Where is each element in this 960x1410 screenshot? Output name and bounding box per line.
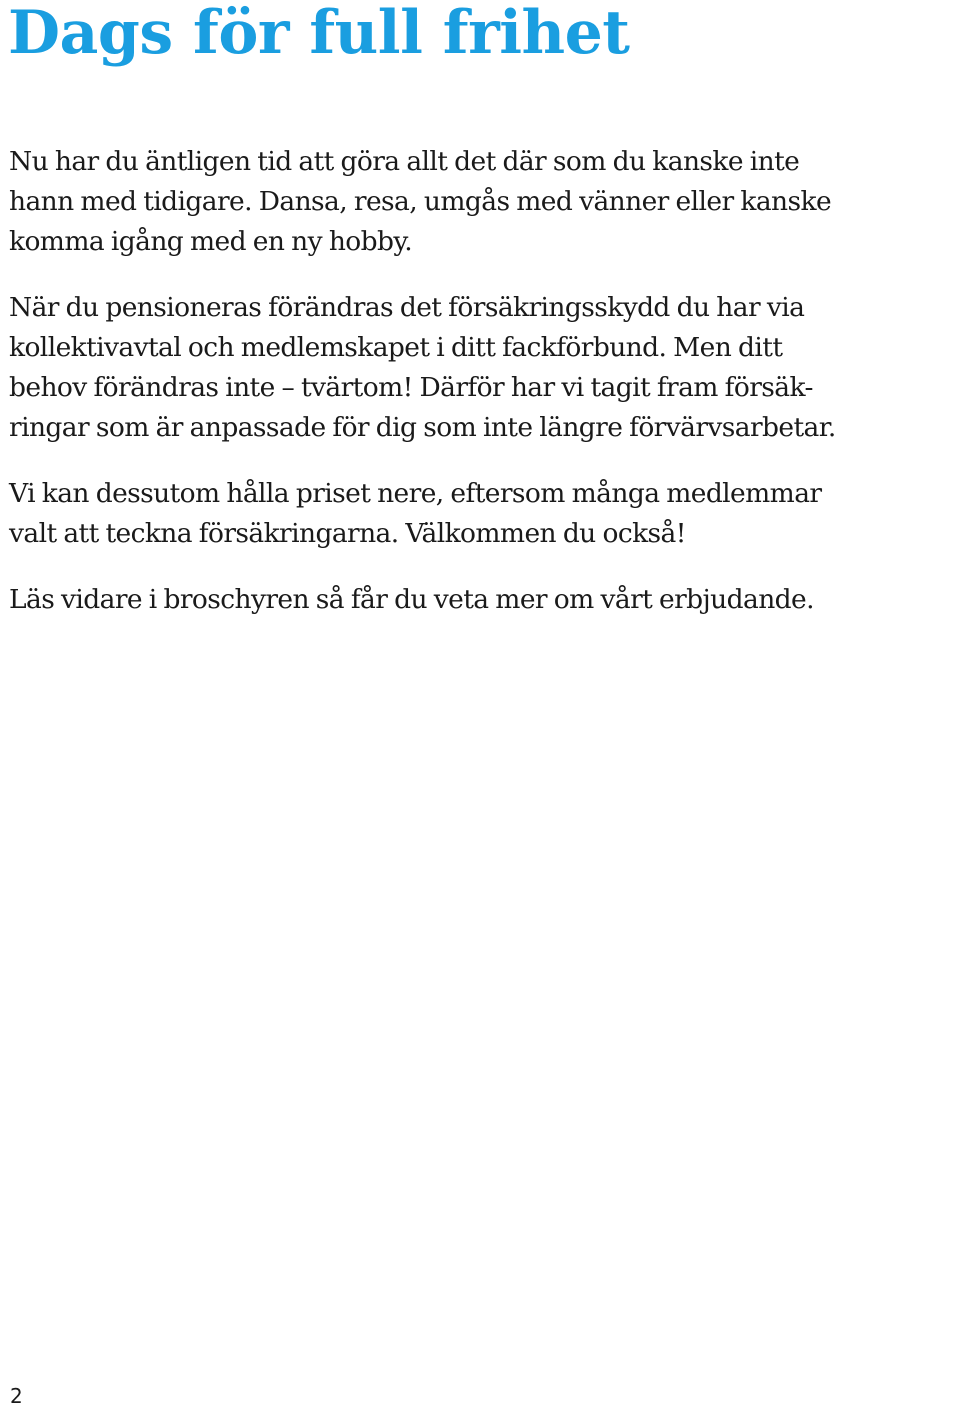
text-line: komma igång med en ny hobby. — [9, 226, 413, 257]
text-line: Läs vidare i broschyren så får du veta mer om vårt erbjudande. — [9, 584, 814, 615]
paragraph-read-more — [9, 580, 954, 620]
text-line: När du pensioneras förändras det försäkringsskydd du har via — [9, 292, 805, 323]
text-line: ringar som är anpassade för dig som inte längre förvärvsarbetar. — [9, 412, 836, 443]
text-line: kollektivavtal och medlemskapet i ditt fackförbund. Men ditt — [9, 332, 783, 363]
page-number: 2 — [10, 1384, 23, 1408]
text-line: behov förändras inte – tvärtom! Därför har vi tagit fram försäk- — [9, 372, 813, 403]
text-line: Nu har du äntligen tid att göra allt det där som du kanske inte — [9, 146, 800, 177]
paragraph-price — [9, 474, 954, 554]
paragraph-insurance — [9, 288, 954, 448]
text-line: Vi kan dessutom hålla priset nere, eftersom många medlemmar — [9, 478, 822, 509]
text-line: valt att teckna försäkringarna. Välkommen du också! — [9, 518, 686, 549]
page-title: Dags för full frihet — [8, 0, 630, 68]
text-line: hann med tidigare. Dansa, resa, umgås med vänner eller kanske — [9, 186, 832, 217]
body-text — [9, 142, 954, 646]
paragraph-intro — [9, 142, 954, 262]
